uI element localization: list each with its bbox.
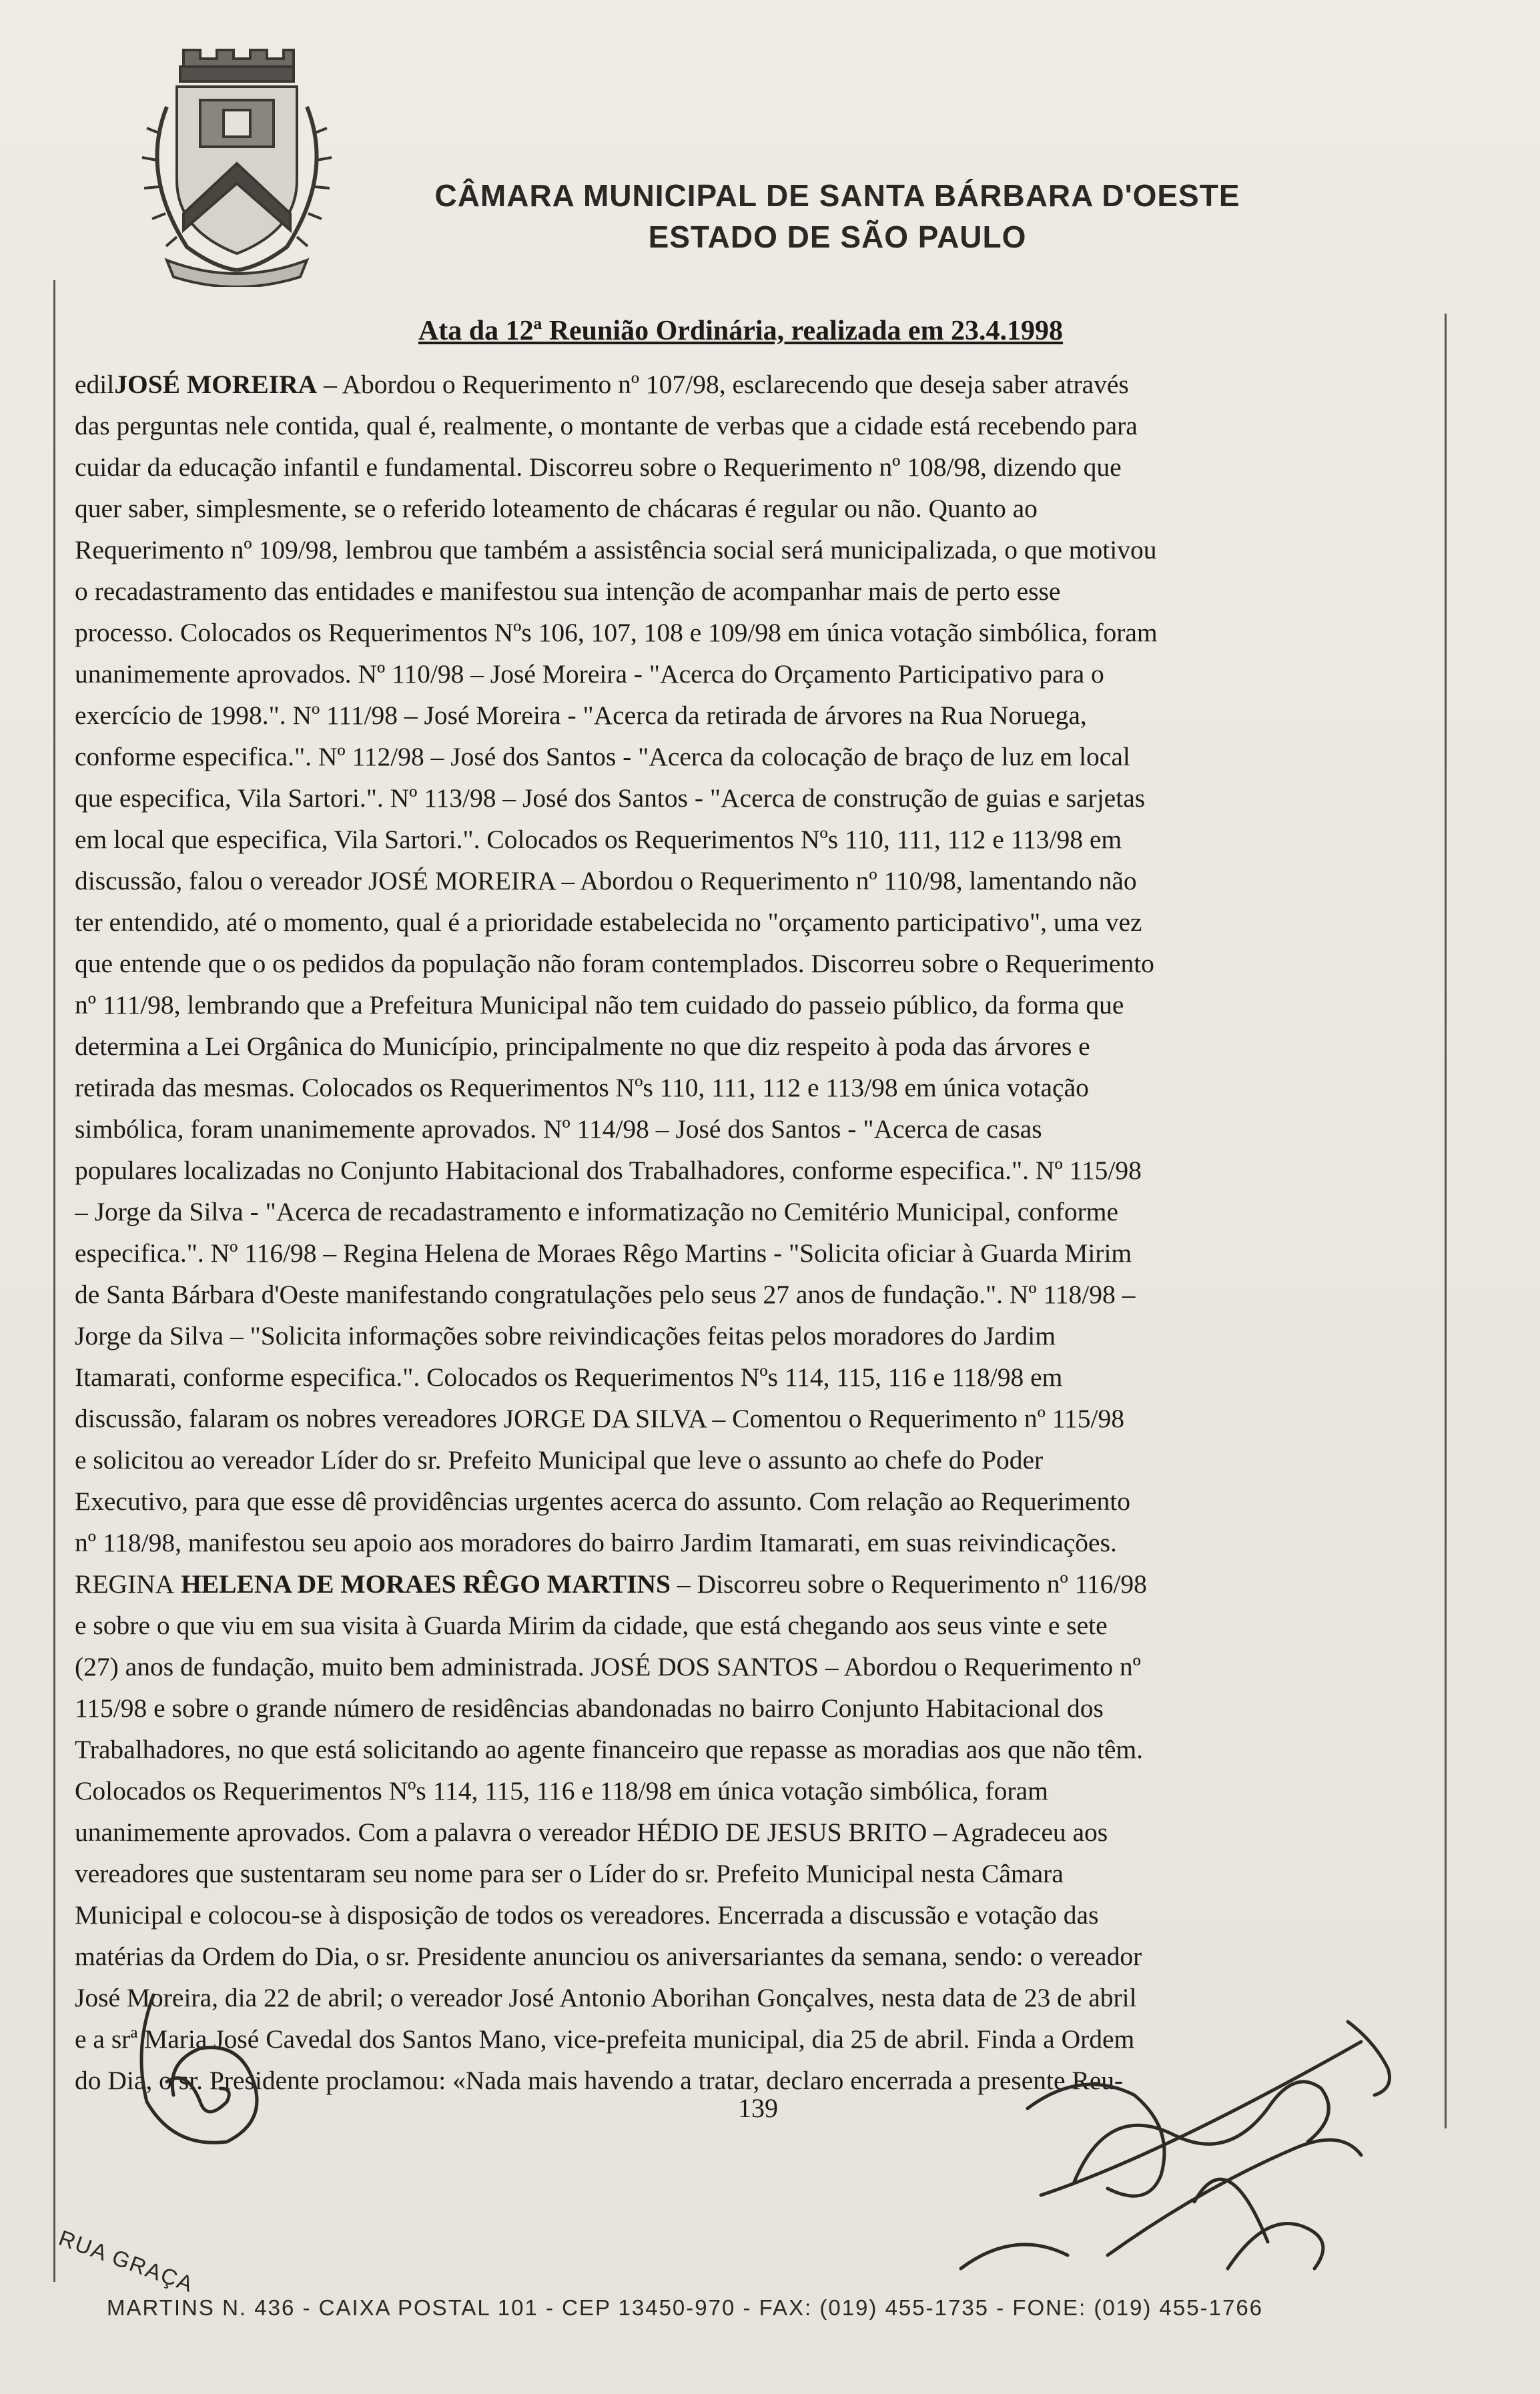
margin-fragment: quer saber,	[75, 494, 189, 523]
line-text: educação infantil e fundamental. Discorreu sobre o Requerimento nº 108/98, dizendo que	[171, 452, 1122, 482]
line-text: Maria José Cavedal dos Santos Mano, vice-prefeita municipal, dia 25 de abril. Finda a Ordem	[137, 2024, 1135, 2054]
margin-fragment: José Moreira,	[75, 1983, 218, 2012]
text-line	[75, 695, 1429, 736]
line-text: falaram os nobres vereadores JORGE DA SILVA – Comentou o Requerimento nº 115/98	[182, 1404, 1125, 1433]
text-line	[75, 1067, 1429, 1108]
margin-fragment: nº 118/98,	[75, 1528, 182, 1557]
text-line	[75, 1150, 1429, 1191]
signatures-drawing	[93, 1988, 1441, 2282]
text-line	[75, 488, 1429, 529]
line-text: que especifica, Vila Sartori.". Colocados os Requerimentos Nºs 110, 111, 112 e 113/98 em	[164, 825, 1122, 854]
margin-fragment: Jorge da	[75, 1321, 163, 1350]
footer-address: MARTINS N. 436 - CAIXA POSTAL 101 - CEP 13450-970 - FAX: (019) 455-1735 - FONE: (019) 455-1766	[107, 2295, 1264, 2320]
bold-fragment: HELENA DE MORAES RÊGO MARTINS	[174, 1569, 671, 1599]
text-line	[75, 943, 1429, 984]
text-line	[75, 653, 1429, 695]
margin-fragment: especifica.".	[75, 1238, 204, 1268]
text-line	[75, 1191, 1429, 1232]
text-line	[75, 1687, 1429, 1729]
margin-fragment: e a srª	[75, 2024, 138, 2054]
line-text: de fundação, muito bem administrada. JOSÉ DOS SANTOS – Abordou o Requerimento nº	[173, 1652, 1141, 1681]
text-line	[75, 901, 1429, 943]
line-text: a Lei Orgânica do Município, principalmente no que diz respeito à poda das árvores e	[179, 1032, 1090, 1061]
margin-fragment: Itamarati,	[75, 1362, 177, 1392]
margin-fragment: vereadores	[75, 1859, 189, 1888]
left-margin-rule	[53, 280, 55, 2282]
margin-fragment: ter entendido,	[75, 907, 220, 937]
margin-fragment: que especifica,	[75, 783, 232, 813]
line-text: que o os pedidos da população não foram contemplados. Discorreu sobre o Requerimento	[201, 949, 1154, 978]
page-number: 139	[738, 2093, 778, 2123]
margin-fragment: processo.	[75, 618, 174, 647]
margin-fragment: e solicitou	[75, 1445, 184, 1475]
margin-fragment: simbólica,	[75, 1114, 184, 1144]
margin-fragment: populares	[75, 1156, 177, 1185]
margin-fragment: 115/98 e	[75, 1693, 165, 1723]
chamber-name: CÂMARA MUNICIPAL DE SANTA BÁRBARA D'OESTE	[434, 178, 1240, 213]
footer-address-curved: RUA GRAÇA	[55, 2225, 198, 2297]
text-line	[75, 1274, 1429, 1315]
line-text: para que esse dê providências urgentes acerca do assunto. Com relação ao Requerimento	[188, 1487, 1130, 1516]
text-line	[75, 1563, 1429, 1605]
margin-fragment: de Santa	[75, 1280, 165, 1309]
line-text: mesmas. Colocados os Requerimentos Nºs 110, 111, 112 e 113/98 em única votação	[197, 1073, 1089, 1102]
text-line	[75, 1108, 1429, 1150]
margin-fragment: discussão,	[75, 866, 183, 895]
line-text: foram unanimemente aprovados. Nº 114/98 – José dos Santos - "Acerca de casas	[183, 1114, 1042, 1144]
text-line	[75, 1894, 1429, 1936]
line-text: Bárbara d'Oeste manifestando congratulações pelo seus 27 anos de fundação.". Nº 118/98 –	[164, 1280, 1136, 1309]
text-line	[75, 529, 1429, 570]
margin-fragment: discussão,	[75, 1404, 183, 1433]
line-text: – Discorreu sobre o Requerimento nº 116/98	[670, 1569, 1147, 1599]
line-text: que viu em sua visita à Guarda Mirim da cidade, que está chegando aos seus vinte e sete	[169, 1611, 1108, 1640]
text-line	[75, 1936, 1429, 1977]
line-text: lembrando que a Prefeitura Municipal não tem cuidado do passeio público, da forma que	[180, 990, 1124, 1020]
text-line	[75, 1812, 1429, 1853]
text-line	[75, 984, 1429, 1026]
line-text: Silva - "Acerca de recadastramento e informatização no Cemitério Municipal, conforme	[182, 1197, 1119, 1226]
margin-fragment: determina	[75, 1032, 180, 1061]
coat-of-arms-icon	[127, 47, 347, 287]
line-text: Vila Sartori.". Nº 113/98 – José dos Santos - "Acerca de construção de guias e sarjetas	[231, 783, 1146, 813]
margin-fragment: Colocados	[75, 1776, 186, 1806]
text-line	[75, 1315, 1429, 1356]
text-line	[75, 1770, 1429, 1812]
line-text: nº 109/98, lembrou que também a assistência social será municipalizada, o que motivou	[224, 535, 1157, 564]
text-line	[75, 819, 1429, 860]
line-text: até o momento, qual é a prioridade estabelecida no "orçamento participativo", uma vez	[220, 907, 1142, 937]
text-line	[75, 1646, 1429, 1687]
text-line	[75, 1398, 1429, 1439]
margin-fragment: retirada das	[75, 1073, 198, 1102]
margin-fragment: Executivo,	[75, 1487, 189, 1516]
line-text: das entidades e manifestou sua intenção de acompanhar mais de perto esse	[267, 576, 1061, 606]
line-text: no que está solicitando ao agente financeiro que repasse as moradias aos que não têm.	[231, 1735, 1144, 1764]
text-line	[75, 860, 1429, 901]
text-line	[75, 736, 1429, 777]
margin-fragment: nº 111/98,	[75, 990, 181, 1020]
text-line	[75, 1605, 1429, 1646]
line-text: e colocou-se à disposição de todos os vereadores. Encerrada a discussão e votação das	[183, 1900, 1099, 1930]
margin-fragment: (27) anos	[75, 1652, 174, 1681]
margin-fragment: Requerimento	[75, 535, 224, 564]
line-text: especifica.". Nº 112/98 – José dos Santos - "Acerca da colocação de braço de luz em local	[175, 742, 1130, 771]
margin-fragment: unanimemente	[75, 659, 230, 689]
margin-fragment: conforme	[75, 742, 176, 771]
margin-fragment: matérias da	[75, 1942, 196, 1971]
line-text: ao vereador Líder do sr. Prefeito Municipal que leve o assunto ao chefe do Poder	[183, 1445, 1044, 1475]
margin-fragment: das perguntas	[75, 411, 219, 440]
margin-fragment: – Jorge da	[75, 1197, 183, 1226]
text-line	[75, 446, 1429, 488]
line-text: Silva – "Solicita informações sobre reivindicações feitas pelos moradores do Jardim	[163, 1321, 1056, 1350]
text-line	[75, 1522, 1429, 1563]
text-line	[75, 1232, 1429, 1274]
text-line	[75, 1853, 1429, 1894]
margin-fragment: do Dia,	[75, 2066, 153, 2095]
line-text: o sr. Presidente proclamou: «Nada mais havendo a tratar, declaro encerrada a presente Reu-	[152, 2066, 1124, 2095]
text-line	[75, 612, 1429, 653]
text-line	[75, 1356, 1429, 1398]
text-line	[75, 570, 1429, 612]
text-line	[75, 1481, 1429, 1522]
line-text: conforme especifica.". Colocados os Requerimentos Nºs 114, 115, 116 e 118/98 em	[176, 1362, 1063, 1392]
text-line	[75, 405, 1429, 446]
line-text: nele contida, qual é, realmente, o montante de verbas que a cidade está recebendo para	[218, 411, 1138, 440]
line-text: Colocados os Requerimentos Nºs 106, 107, 108 e 109/98 em única votação simbólica, foram	[173, 618, 1158, 647]
text-line	[75, 364, 1429, 405]
line-text: simplesmente, se o referido loteamento de chácaras é regular ou não. Quanto ao	[189, 494, 1038, 523]
line-text: manifestou seu apoio aos moradores do bairro Jardim Itamarati, em suas reivindicações.	[181, 1528, 1117, 1557]
line-text: sobre o grande número de residências abandonadas no bairro Conjunto Habitacional dos	[165, 1693, 1104, 1723]
margin-fragment: Municipal	[75, 1900, 183, 1930]
line-text: aprovados. Nº 110/98 – José Moreira - "Acerca do Orçamento Participativo para o	[230, 659, 1104, 689]
margin-fragment: edil	[75, 370, 115, 399]
line-text: que sustentaram seu nome para ser o Líder do sr. Prefeito Municipal nesta Câmara	[189, 1859, 1064, 1888]
line-text: aprovados. Com a palavra o vereador HÉDIO DE JESUS BRITO – Agradeceu aos	[230, 1818, 1108, 1847]
state-name: ESTADO DE SÃO PAULO	[648, 220, 1027, 254]
margin-fragment: o recadastramento	[75, 576, 268, 606]
margin-fragment: exercício de	[75, 701, 203, 730]
line-text: falou o vereador JOSÉ MOREIRA – Abordou o Requerimento nº 110/98, lamentando não	[182, 866, 1137, 895]
right-margin-rule	[1445, 314, 1447, 2128]
text-line	[75, 1439, 1429, 1481]
letterhead	[374, 175, 1301, 258]
margin-fragment: em local	[75, 825, 165, 854]
line-text: os Requerimentos Nºs 114, 115, 116 e 118/98 em única votação simbólica, foram	[185, 1776, 1048, 1806]
margin-fragment: Trabalhadores,	[75, 1735, 232, 1764]
margin-fragment: cuidar da	[75, 452, 172, 482]
margin-fragment: REGINA	[75, 1569, 175, 1599]
line-text: Nº 116/98 – Regina Helena de Moraes Rêgo Martins - "Solicita oficiar à Guarda Mirim	[204, 1238, 1132, 1268]
margin-fragment: unanimemente	[75, 1818, 230, 1847]
margin-fragment: que entende	[75, 949, 202, 978]
line-text: localizadas no Conjunto Habitacional dos Trabalhadores, conforme especifica.". Nº 115/98	[177, 1156, 1142, 1185]
minutes-title: Ata da 12ª Reunião Ordinária, realizada em 23.4.1998	[418, 316, 1064, 346]
text-line	[75, 1729, 1429, 1770]
margin-fragment: e sobre o	[75, 1611, 170, 1640]
line-text: Ordem do Dia, o sr. Presidente anunciou os aniversariantes da semana, sendo: o vereador	[195, 1942, 1142, 1971]
line-text: – Abordou o Requerimento nº 107/98, esclarecendo que deseja saber através	[317, 370, 1129, 399]
line-text: 1998.". Nº 111/98 – José Moreira - "Acerca da retirada de árvores na Rua Noruega,	[202, 701, 1087, 730]
text-line	[75, 1026, 1429, 1067]
bold-fragment: JOSÉ MOREIRA	[114, 370, 318, 399]
text-line	[75, 777, 1429, 819]
line-text: dia 22 de abril; o vereador José Antonio Aborihan Gonçalves, nesta data de 23 de abril	[218, 1983, 1137, 2012]
